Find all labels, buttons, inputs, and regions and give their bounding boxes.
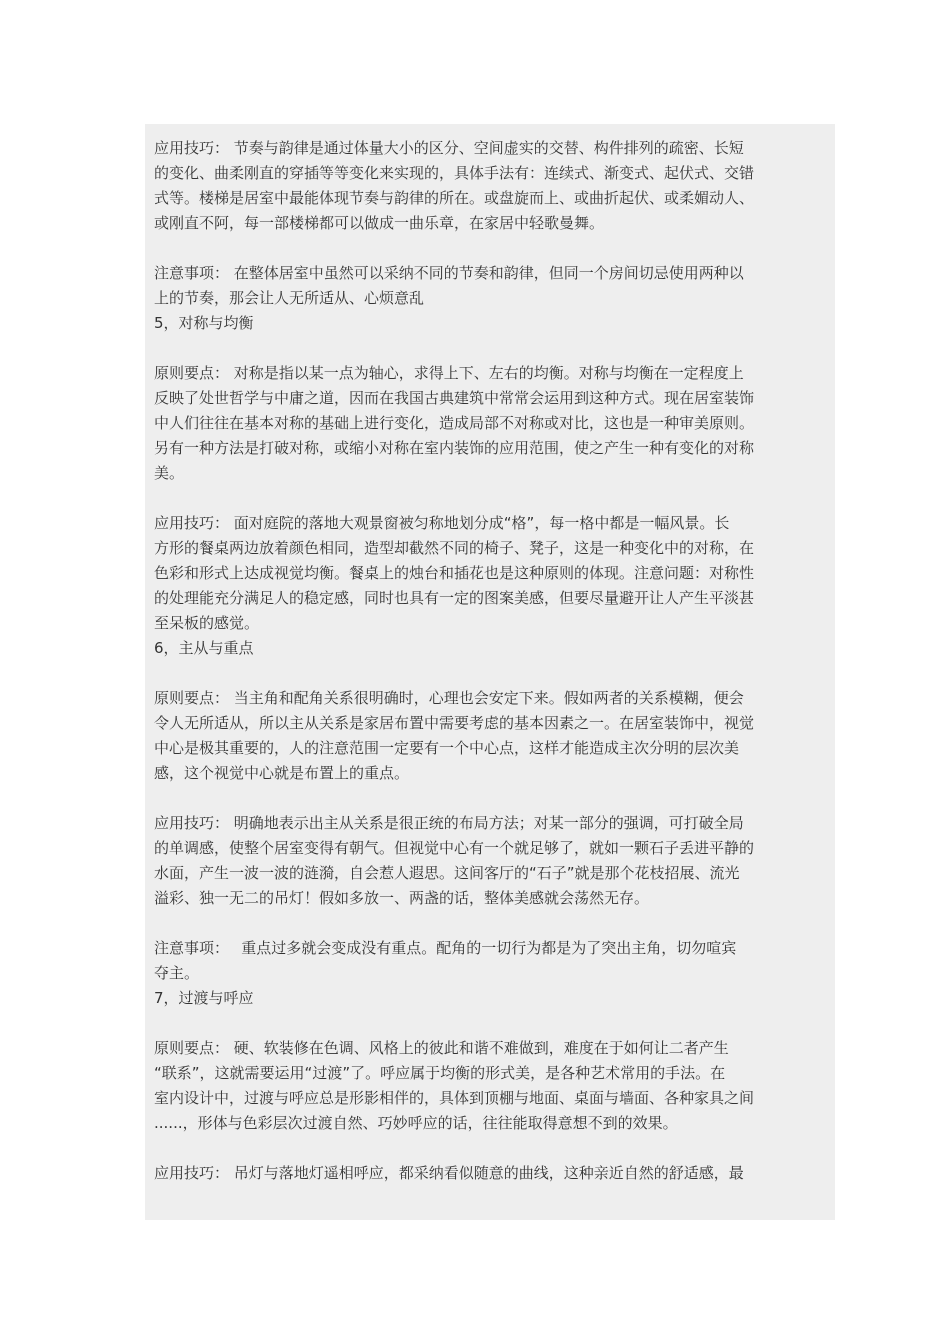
text-line: 注意事项： 重点过多就会变成没有重点。配角的一切行为都是为了突出主角，切勿喧宾: [154, 939, 737, 957]
text-line: 7，过渡与呼应: [154, 989, 254, 1007]
blank-line: [154, 1011, 826, 1036]
blank-line: [154, 236, 826, 261]
blank-line: [154, 661, 826, 686]
text-line: 上的节奏，那会让人无所适从、心烦意乱: [154, 289, 425, 307]
text-line: 水面，产生一波一波的涟漪，自会惹人遐思。这间客厅的“石子”就是那个花枝招展、流光: [154, 864, 740, 882]
text-line: 方形的餐桌两边放着颜色相同，造型却截然不同的椅子、凳子，这是一种变化中的对称，在: [154, 539, 755, 557]
text-line: 的处理能充分满足人的稳定感，同时也具有一定的图案美感，但要尽量避开让人产生平淡甚: [154, 589, 755, 607]
blank-line: [154, 1136, 826, 1161]
text-line: 令人无所适从，所以主从关系是家居布置中需要考虑的基本因素之一。在居室装饰中，视觉: [154, 714, 755, 732]
blank-line: [154, 911, 826, 936]
text-line: 中人们往往在基本对称的基础上进行变化，造成局部不对称或对比，这也是一种审美原则。: [154, 414, 755, 432]
text-line: 夺主。: [154, 964, 200, 982]
text-line: “联系”，这就需要运用“过渡”了。呼应属于均衡的形式美，是各种艺术常用的手法。在: [154, 1064, 726, 1082]
text-line: 溢彩、独一无二的吊灯！假如多放一、两盏的话，整体美感就会荡然无存。: [154, 889, 650, 907]
text-line: 5，对称与均衡: [154, 314, 254, 332]
text-line: 原则要点： 对称是指以某一点为轴心，求得上下、左右的均衡。对称与均衡在一定程度上: [154, 364, 744, 382]
text-line: 原则要点： 硬、软装修在色调、风格上的彼此和谐不难做到，难度在于如何让二者产生: [154, 1039, 729, 1057]
text-line: 应用技巧： 明确地表示出主从关系是很正统的布局方法；对某一部分的强调，可打破全局: [154, 814, 744, 832]
text-line: ......，形体与色彩层次过渡自然、巧妙呼应的话，往往能取得意想不到的效果。: [154, 1114, 678, 1132]
text-line: 美。: [154, 464, 185, 482]
text-line: 应用技巧： 节奏与韵律是通过体量大小的区分、空间虚实的交替、构件排列的疏密、长短: [154, 139, 744, 157]
text-line: 室内设计中，过渡与呼应总是形影相伴的，具体到顶棚与地面、桌面与墙面、各种家具之间: [154, 1089, 755, 1107]
blank-line: [154, 786, 826, 811]
text-line: 反映了处世哲学与中庸之道，因而在我国古典建筑中常常会运用到这种方式。现在居室装饰: [154, 389, 755, 407]
document-body: [154, 136, 826, 1186]
text-line: 的单调感，使整个居室变得有朝气。但视觉中心有一个就足够了，就如一颗石子丢进平静的: [154, 839, 755, 857]
text-line: 至呆板的感觉。: [154, 614, 260, 632]
text-line: 中心是极其重要的，人的注意范围一定要有一个中心点，这样才能造成主次分明的层次美: [154, 739, 740, 757]
text-line: 感，这个视觉中心就是布置上的重点。: [154, 764, 410, 782]
text-line: 原则要点： 当主角和配角关系很明确时，心理也会安定下来。假如两者的关系模糊，便会: [154, 689, 744, 707]
text-line: 6，主从与重点: [154, 639, 254, 657]
text-line: 注意事项： 在整体居室中虽然可以采纳不同的节奏和韵律，但同一个房间切忌使用两种以: [154, 264, 744, 282]
text-line: 应用技巧： 吊灯与落地灯遥相呼应，都采纳看似随意的曲线，这种亲近自然的舒适感，最: [154, 1164, 744, 1182]
text-line: 色彩和形式上达成视觉均衡。餐桌上的烛台和插花也是这种原则的体现。注意问题：对称性: [154, 564, 755, 582]
text-line: 式等。楼梯是居室中最能体现节奏与韵律的所在。或盘旋而上、或曲折起伏、或柔媚动人、: [154, 189, 755, 207]
text-line: 应用技巧： 面对庭院的落地大观景窗被匀称地划分成“格”，每一格中都是一幅风景。长: [154, 514, 730, 532]
text-line: 或刚直不阿，每一部楼梯都可以做成一曲乐章，在家居中轻歌曼舞。: [154, 214, 605, 232]
text-line: 的变化、曲柔刚直的穿插等等变化来实现的，具体手法有：连续式、渐变式、起伏式、交错: [154, 164, 755, 182]
document-page: [145, 124, 835, 1220]
text-line: 另有一种方法是打破对称，或缩小对称在室内装饰的应用范围，使之产生一种有变化的对称: [154, 439, 755, 457]
blank-line: [154, 486, 826, 511]
blank-line: [154, 336, 826, 361]
